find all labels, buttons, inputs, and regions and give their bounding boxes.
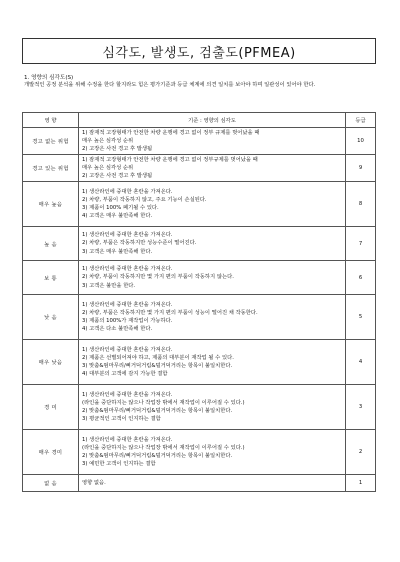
- rank-cell: 2: [346, 430, 376, 475]
- criteria-line: 2) 고장은 사전 경고 후 발생됨: [82, 146, 153, 153]
- criteria-line: 매우 높은 심각성 순위: [82, 164, 134, 171]
- effect-cell: 매우 높음: [23, 182, 79, 227]
- criteria-line: 3) 제품의 100%가 재작업이 가능하다.: [82, 318, 173, 324]
- criteria-line: 1) 생산라인에 중대한 혼란을 가져온다.: [82, 188, 173, 195]
- criteria-line: (라인을 중단하지는 않으나 작업장 밖에서 재작업이 이루어질 수 있다.): [82, 399, 245, 406]
- criteria-cell: [79, 475, 346, 492]
- criteria-line: 3) 고객은 매우 불만족해 한다.: [82, 248, 153, 255]
- criteria-line: 2) 차량, 부품은 작동하지만 몇 가지 편의 부품이 성능이 떨어진 채 작동한다.: [82, 309, 258, 316]
- criteria-cell: [79, 182, 346, 227]
- rank-cell: 6: [346, 261, 376, 295]
- table-row: [23, 128, 376, 155]
- criteria-line: 4) 고객은 다소 불만족해 한다.: [82, 326, 153, 333]
- criteria-line: 3) 평균적인 고객이 인지하는 결함: [82, 416, 161, 423]
- rank-cell: 7: [346, 227, 376, 261]
- criteria-cell: [79, 340, 346, 385]
- document-title: 심각도, 발생도, 검출도(PFMEA): [22, 38, 376, 64]
- criteria-cell: [79, 385, 346, 430]
- criteria-line: 4) 고객은 매우 불만족해 한다.: [82, 213, 153, 220]
- rank-cell: 9: [346, 155, 376, 182]
- criteria-line: 1) 생산라인에 중대한 혼란을 가져온다.: [82, 346, 173, 353]
- rank-cell: 8: [346, 182, 376, 227]
- rank-cell: 10: [346, 128, 376, 155]
- table-row: [23, 182, 376, 227]
- effect-cell: 보 통: [23, 261, 79, 295]
- header-effect: 영 향: [23, 113, 79, 128]
- rank-cell: 3: [346, 385, 376, 430]
- header-criteria: 기준 : 영향의 심각도: [79, 113, 346, 128]
- severity-table: [22, 112, 376, 492]
- table-row: [23, 385, 376, 430]
- criteria-line: 2) 고장은 사전 경고 후 발생됨: [82, 173, 153, 180]
- table-row: [23, 295, 376, 340]
- criteria-line: 3) 맞춤&펌마무리/삐거덕거림&덜거덕거리는 항목이 불일치한다.: [82, 363, 233, 369]
- table-row: [23, 340, 376, 385]
- table-row: [23, 227, 376, 261]
- criteria-line: 3) 고객은 불만을 한다.: [82, 282, 136, 289]
- table-row: [23, 261, 376, 295]
- criteria-cell: [79, 430, 346, 475]
- effect-cell: 경고 없는 위험: [23, 128, 79, 155]
- criteria-line: 4) 대부분의 고객에 감지 가능한 결함: [82, 371, 168, 378]
- effect-cell: 낮 음: [23, 295, 79, 340]
- criteria-line: 1) 잠재적 고장형태가 안전한 차량 운행에 경고 없이 정부 규제를 벗어났을 때: [82, 129, 260, 136]
- table-row: [23, 430, 376, 475]
- criteria-line: 2) 맞춤&펌마무리/삐거덕거림&덜거덕거리는 항목이 불일치한다.: [82, 408, 233, 414]
- criteria-line: 1) 잠재적 고장형태가 안전한 차량 운행에 경고 없이 정부규제를 벗어났을 때: [82, 156, 258, 163]
- criteria-line: 2) 제품은 선별되어져야 하고, 제품의 대부분이 재작업 될 수 있다.: [82, 354, 234, 361]
- criteria-line: (라인을 중단하지는 않으나 작업장 밖에서 재작업이 이루어질 수 있다.): [82, 444, 245, 451]
- effect-cell: 없 음: [23, 475, 79, 492]
- section-heading: 1. 영향의 심각도(S): [24, 75, 74, 81]
- criteria-cell: [79, 227, 346, 261]
- rank-cell: 4: [346, 340, 376, 385]
- criteria-cell: [79, 128, 346, 155]
- criteria-line: 1) 생산라인에 중대한 혼란을 가져온다.: [82, 266, 173, 273]
- section-description: 개발적인 공정 분석을 위해 수정을 한다 할지라도 힘은 평가기준과 등급 체계에 의견 일치를 보아야 하며 일관성이 있어야 한다.: [24, 82, 316, 88]
- criteria-cell: [79, 295, 346, 340]
- table-row: [23, 155, 376, 182]
- criteria-line: 3) 예민한 고객이 인지하는 결함: [82, 461, 156, 468]
- criteria-line: 3) 제품이 100% 폐기될 수 있다.: [82, 205, 159, 211]
- table-header-row: [23, 113, 376, 128]
- criteria-line: 영향 없음.: [82, 479, 106, 486]
- criteria-line: 1) 생산라인에 중대한 혼란을 가져온다.: [82, 232, 173, 239]
- rank-cell: 1: [346, 475, 376, 492]
- criteria-cell: [79, 155, 346, 182]
- table-row: [23, 475, 376, 492]
- criteria-line: 매우 높은 심각성 순위: [82, 137, 134, 144]
- criteria-line: 2) 차량, 부품이 작동하지만 몇 가지 편의 부품이 작동하지 않는다.: [82, 274, 234, 281]
- effect-cell: 경 미: [23, 385, 79, 430]
- criteria-line: 2) 차량, 부품은 작동하지만 성능수준이 떨어진다.: [82, 240, 197, 247]
- criteria-line: 2) 맞춤&펌마무리/삐거덕거림&덜거덕거리는 항목이 불일치한다.: [82, 453, 233, 459]
- criteria-line: 1) 생산라인에 중대한 혼란을 가져온다.: [82, 391, 173, 398]
- effect-cell: 매우 낮음: [23, 340, 79, 385]
- effect-cell: 경고 있는 위험: [23, 155, 79, 182]
- rank-cell: 5: [346, 295, 376, 340]
- effect-cell: 매우 경미: [23, 430, 79, 475]
- criteria-cell: [79, 261, 346, 295]
- effect-cell: 높 음: [23, 227, 79, 261]
- criteria-line: 1) 생산라인에 중대한 혼란을 가져온다.: [82, 436, 173, 443]
- header-rank: 등급: [346, 113, 376, 128]
- criteria-line: 1) 생산라인에 중대한 혼란을 가져온다.: [82, 301, 173, 308]
- criteria-line: 2) 차량, 부품이 작동하지 않고, 주요 기능이 손실된다.: [82, 196, 207, 203]
